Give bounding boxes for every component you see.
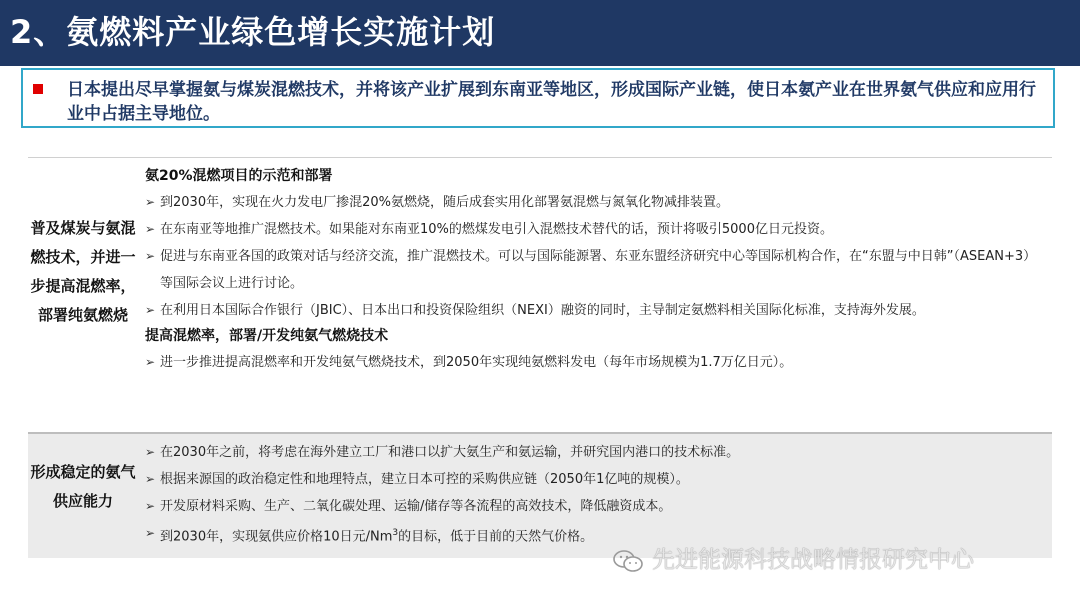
section-co-firing	[28, 157, 1052, 412]
arrow-bullet-icon: ➢	[145, 499, 156, 513]
list-item: ➢ 促进与东南亚各国的政策对话与经济交流，推广混燃技术。可以与国际能源署、东亚东盟经济研究中心等国际机构合作，在“东盟与中日韩”（ASEAN+3）等国际会议上进行讨论。	[145, 243, 1045, 297]
list-item: ➢ 在东南亚等地推广混燃技术。如果能对东南亚10%的燃煤发电引入混燃技术替代的话，预计将吸引5000亿日元投资。	[145, 216, 1045, 243]
page-title: 2、氨燃料产业绿色增长实施计划	[10, 13, 496, 51]
red-square-bullet-icon	[33, 84, 43, 94]
section-label: 形成稳定的氨气供应能力	[30, 463, 136, 510]
title-bar	[0, 0, 1080, 66]
arrow-bullet-icon: ➢	[145, 195, 156, 209]
watermark	[612, 540, 974, 580]
arrow-bullet-icon: ➢	[145, 526, 156, 540]
list-item: ➢ 在2030年之前，将考虑在海外建立工厂和港口以扩大氨生产和氨运输，并研究国内港口的技术标准。	[145, 439, 1045, 466]
arrow-bullet-icon: ➢	[145, 445, 156, 459]
section-label: 普及煤炭与氨混燃技术，并进一步提高混燃率，部署纯氨燃烧	[30, 219, 136, 324]
list-item: ➢ 到2030年，实现在火力发电厂掺混20%氨燃烧，随后成套实用化部署氨混燃与氮氧化物减排装置。	[145, 189, 1045, 216]
watermark-text: 先进能源科技战略情报研究中心	[652, 547, 974, 573]
section-content	[145, 164, 1045, 376]
arrow-bullet-icon: ➢	[145, 222, 156, 236]
summary-text: 日本提出尽早掌握氨与煤炭混燃技术，并将该产业扩展到东南亚等地区，形成国际产业链，使日本氨产业在世界氨气供应和应用行业中占据主导地位。	[67, 80, 1036, 124]
subheading: 氨20%混燃项目的示范和部署	[145, 168, 333, 184]
list-item: ➢ 到2030年，实现氨供应价格10日元/Nm$^3$的目标，低于目前的天然气价格。	[145, 520, 1045, 550]
arrow-bullet-icon: ➢	[145, 303, 156, 317]
arrow-bullet-icon: ➢	[145, 249, 156, 263]
list-item: ➢ 在利用日本国际合作银行（JBIC）、日本出口和投资保险组织（NEXI）融资的同时，主导制定氨燃料相关国际化标准，支持海外发展。	[145, 297, 1045, 324]
summary-box	[21, 68, 1055, 128]
arrow-bullet-icon: ➢	[145, 355, 156, 369]
wechat-icon	[612, 548, 644, 574]
list-item: ➢ 开发原材料采购、生产、二氧化碳处理、运输/储存等各流程的高效技术，降低融资成本。	[145, 493, 1045, 520]
arrow-bullet-icon: ➢	[145, 472, 156, 486]
section-content	[145, 439, 1045, 550]
subheading: 提高混燃率，部署/开发纯氨气燃烧技术	[145, 328, 389, 344]
list-item: ➢ 进一步推进提高混燃率和开发纯氨气燃烧技术，到2050年实现纯氨燃料发电（每年市场规模为1.7万亿日元）。	[145, 349, 1045, 376]
list-item: ➢ 根据来源国的政治稳定性和地理特点，建立日本可控的采购供应链（2050年1亿吨的规模）。	[145, 466, 1045, 493]
